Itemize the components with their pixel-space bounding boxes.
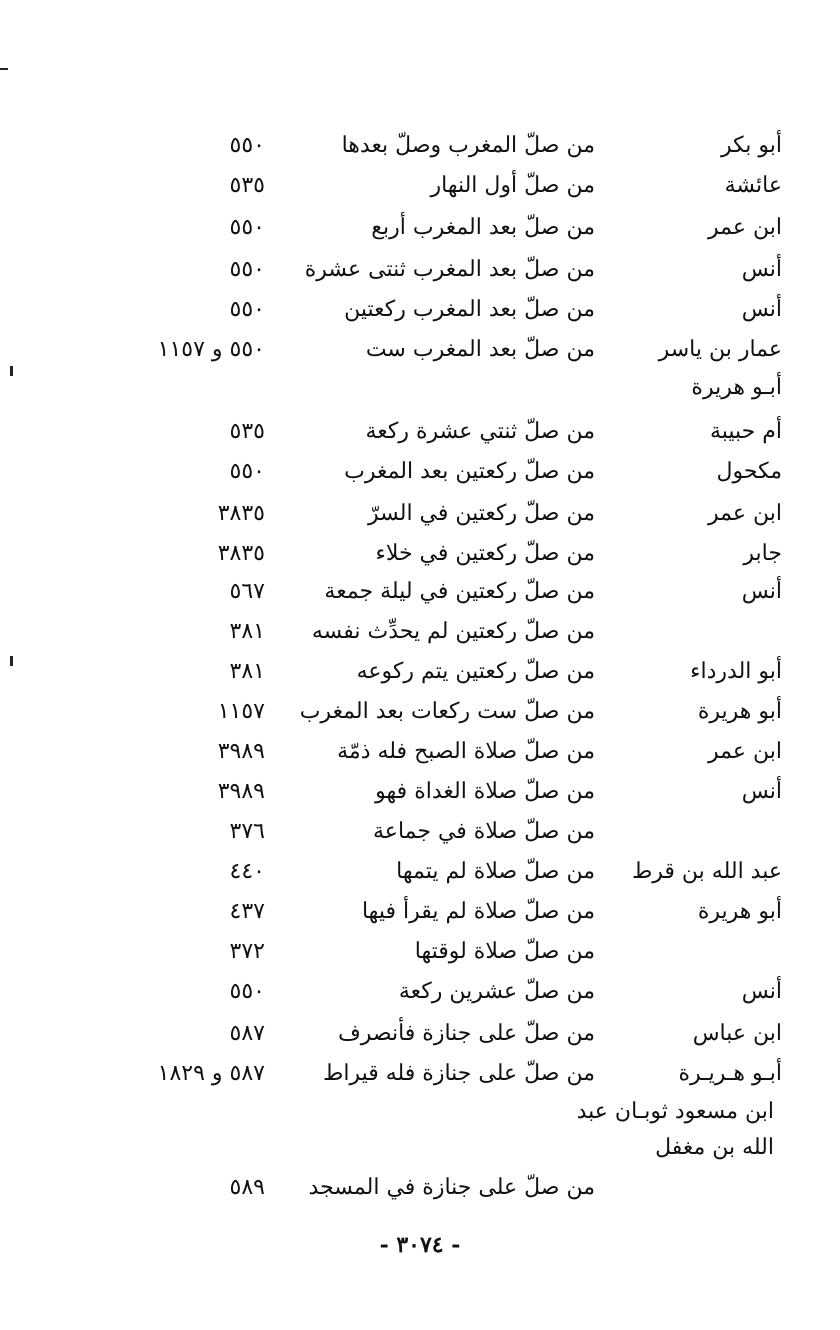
hadith-incipit: من صلّ صلاة في جماعة bbox=[373, 819, 595, 844]
hadith-incipit: من صلّ على جنازة فأنصرف bbox=[337, 1021, 595, 1046]
hadith-reference-numbers: ٥٨٩ bbox=[229, 1175, 265, 1200]
hadith-incipit: من صلّ المغرب وصلّ بعدها bbox=[341, 133, 595, 158]
index-entry bbox=[0, 652, 840, 692]
hadith-reference-numbers: ٣٨٣٥ bbox=[217, 501, 265, 526]
hadith-reference-numbers: ٥٣٥ bbox=[229, 419, 265, 444]
index-entry bbox=[0, 572, 840, 612]
index-entry bbox=[0, 732, 840, 772]
hadith-incipit: من صلّ ركعتين في السرّ bbox=[367, 501, 595, 526]
index-entry bbox=[0, 452, 840, 492]
index-entry bbox=[0, 892, 840, 932]
index-entry bbox=[0, 932, 840, 972]
narrator-name: أنس bbox=[741, 779, 782, 804]
narrator-name: مكحول bbox=[716, 459, 782, 484]
narrator-name: ابن عمر bbox=[708, 501, 782, 526]
narrator-name: أنس bbox=[741, 579, 782, 604]
index-entry bbox=[0, 126, 840, 166]
index-entry bbox=[0, 612, 840, 652]
index-entry bbox=[0, 534, 840, 574]
hadith-reference-numbers: ١١٥٧ bbox=[217, 699, 265, 724]
hadith-reference-numbers: ٥٥٠ bbox=[229, 459, 265, 484]
narrator-name: عمار بن ياسر bbox=[658, 337, 782, 362]
hadith-incipit: من صلّ على جنازة في المسجد bbox=[308, 1175, 595, 1200]
hadith-incipit: من صلّ صلاة لوقتها bbox=[414, 939, 595, 964]
narrator-continuation: أبـو هريرة bbox=[691, 375, 782, 400]
hadith-incipit: من صلّ ركعتين لم يحدِّث نفسه bbox=[311, 619, 595, 644]
hadith-reference-numbers: ٥٥٠ bbox=[229, 133, 265, 158]
hadith-incipit: من صلّ صلاة الصبح فله ذمّة bbox=[337, 739, 595, 764]
narrator-name: ابن عمر bbox=[708, 739, 782, 764]
index-entry bbox=[0, 1054, 840, 1094]
hadith-incipit: من صلّ صلاة لم يقرأ فيها bbox=[361, 899, 595, 924]
index-entry bbox=[0, 208, 840, 248]
hadith-reference-numbers: ٣٨٣٥ bbox=[217, 541, 265, 566]
narrator-name: عائشة bbox=[724, 173, 782, 198]
hadith-incipit: من صلّ ثنتي عشرة ركعة bbox=[365, 419, 595, 444]
hadith-reference-numbers: ٣٨١ bbox=[229, 619, 265, 644]
hadith-incipit: من صلّ ست ركعات بعد المغرب bbox=[299, 699, 595, 724]
hadith-incipit: من صلّ بعد المغرب ركعتين bbox=[344, 297, 595, 322]
hadith-reference-numbers: ٥٥٠ و ١١٥٧ bbox=[157, 337, 265, 362]
narrator-name: أبو بكر bbox=[720, 133, 782, 158]
narrator-name: أم حبيبة bbox=[709, 419, 782, 444]
hadith-incipit: من صلّ ركعتين يتم ركوعه bbox=[356, 659, 595, 684]
hadith-reference-numbers: ٥٨٧ bbox=[229, 1021, 265, 1046]
hadith-incipit: من صلّ على جنازة فله قيراط bbox=[322, 1061, 595, 1086]
index-entry bbox=[0, 412, 840, 452]
edge-mark bbox=[0, 68, 8, 70]
hadith-reference-numbers: ٣٩٨٩ bbox=[217, 739, 265, 764]
narrator-name: ابن عباس bbox=[692, 1021, 782, 1046]
narrator-name: أبو الدرداء bbox=[690, 659, 782, 684]
index-entry bbox=[0, 1168, 840, 1208]
hadith-incipit: من صلّ صلاة الغداة فهو bbox=[375, 779, 595, 804]
hadith-reference-numbers: ٤٤٠ bbox=[229, 859, 265, 884]
narrator-name: أبو هريرة bbox=[697, 699, 782, 724]
index-entry bbox=[0, 330, 840, 370]
narrator-name: أبو هريرة bbox=[697, 899, 782, 924]
narrator-continuation: ابن مسعود ثوبـان عبد bbox=[576, 1099, 774, 1124]
hadith-incipit: من صلّ بعد المغرب ثنتى عشرة bbox=[304, 257, 595, 282]
hadith-incipit: من صلّ ركعتين في خلاء bbox=[375, 541, 595, 566]
hadith-reference-numbers: ٣٩٨٩ bbox=[217, 779, 265, 804]
hadith-incipit: من صلّ ركعتين بعد المغرب bbox=[344, 459, 595, 484]
narrator-name: أنس bbox=[741, 257, 782, 282]
hadith-reference-numbers: ٥٨٧ و ١٨٢٩ bbox=[157, 1061, 265, 1086]
narrator-name: ابن عمر bbox=[708, 215, 782, 240]
index-entry bbox=[0, 166, 840, 206]
page-number: - ٣٠٧٤ - bbox=[379, 1232, 461, 1258]
narrator-name: أبـو هـريـرة bbox=[678, 1061, 782, 1086]
hadith-reference-numbers: ٣٧٢ bbox=[229, 939, 265, 964]
hadith-reference-numbers: ٤٣٧ bbox=[229, 899, 265, 924]
hadith-incipit: من صلّ عشرين ركعة bbox=[398, 979, 595, 1004]
index-entry bbox=[0, 812, 840, 852]
index-entry bbox=[0, 250, 840, 290]
narrator-continuation: الله بن مغفل bbox=[655, 1135, 774, 1160]
hadith-reference-numbers: ٣٨١ bbox=[229, 659, 265, 684]
hadith-incipit: من صلّ أول النهار bbox=[430, 173, 595, 198]
index-entry bbox=[0, 494, 840, 534]
narrator-name: أنس bbox=[741, 297, 782, 322]
index-entry bbox=[0, 852, 840, 892]
narrator-name: عبد الله بن قرط bbox=[631, 859, 782, 884]
index-entry bbox=[0, 972, 840, 1012]
hadith-reference-numbers: ٥٥٠ bbox=[229, 979, 265, 1004]
index-entry bbox=[0, 1014, 840, 1054]
narrator-name: جابر bbox=[743, 541, 782, 566]
hadith-incipit: من صلّ صلاة لم يتمها bbox=[396, 859, 595, 884]
index-entry bbox=[0, 692, 840, 732]
hadith-incipit: من صلّ بعد المغرب ست bbox=[365, 337, 595, 362]
hadith-reference-numbers: ٥٥٠ bbox=[229, 297, 265, 322]
hadith-reference-numbers: ٥٦٧ bbox=[229, 579, 265, 604]
hadith-reference-numbers: ٥٣٥ bbox=[229, 173, 265, 198]
hadith-reference-numbers: ٣٧٦ bbox=[229, 819, 265, 844]
hadith-incipit: من صلّ ركعتين في ليلة جمعة bbox=[324, 579, 595, 604]
hadith-incipit: من صلّ بعد المغرب أربع bbox=[371, 215, 595, 240]
index-entry bbox=[0, 772, 840, 812]
hadith-reference-numbers: ٥٥٠ bbox=[229, 257, 265, 282]
hadith-reference-numbers: ٥٥٠ bbox=[229, 215, 265, 240]
narrator-name: أنس bbox=[741, 979, 782, 1004]
index-entry bbox=[0, 290, 840, 330]
